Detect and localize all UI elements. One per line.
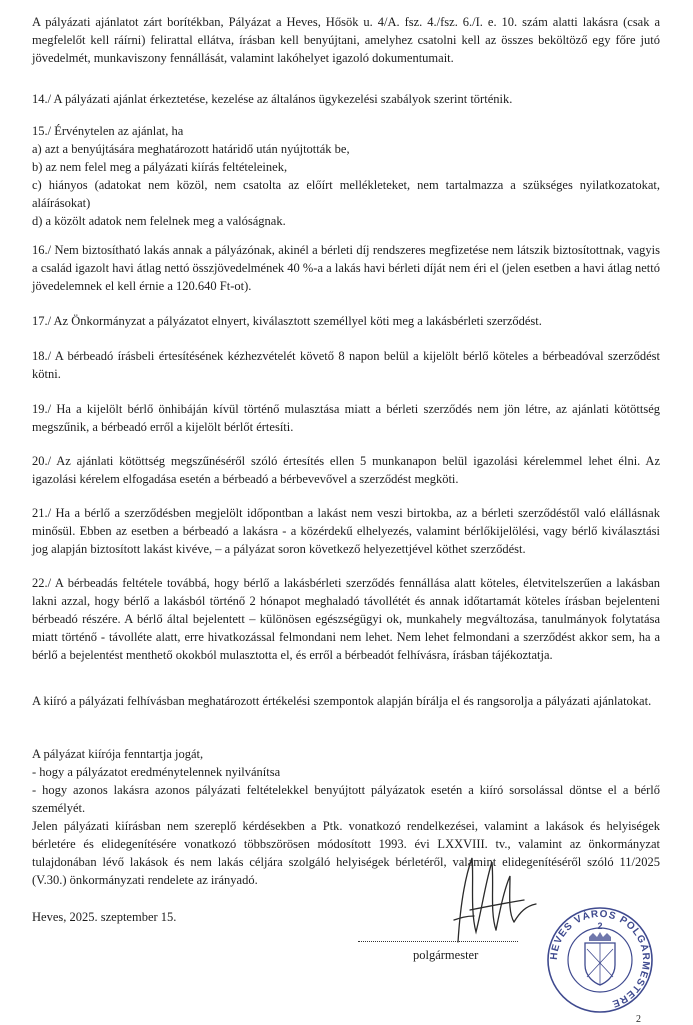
paragraph-15-item-c: c) hiányos (adatokat nem közöl, nem csatolta az előírt mellékleteket, nem tartalmazza a szükséges nyilatkozatokat, aláírásokat) (32, 178, 660, 210)
paragraph-18: 18./ A bérbeadó írásbeli értesítésének kézhezvételét követő 8 napon belül a kijelölt bérlő köteles a bérbeadóval szerződést kötni. (32, 349, 660, 381)
rights-item-2: - hogy azonos lakásra azonos pályázati feltételekkel benyújtott pályázatok esetén a kiíró sorsolással döntse el a bérlő személyét. (32, 783, 660, 815)
paragraph-19: 19./ Ha a kijelölt bérlő önhibáján kívül történő mulasztása miatt a bérleti szerződés nem jön létre, az ajánlati kötöttség megszűnik, a bérbeadó erről a kijelölt bérlőt értesíti. (32, 402, 660, 434)
document-date: Heves, 2025. szeptember 15. (32, 910, 177, 924)
paragraph-evaluation: A kiíró a pályázati felhívásban meghatározott értékelési szempontok alapján bírálja el és rangsorolja a pályázati ajánlatokat. (32, 694, 652, 708)
signatory-title: polgármester (413, 948, 479, 962)
stamp-number: 2 (597, 921, 603, 931)
paragraph-submission: A pályázati ajánlatot zárt borítékban, Pályázat a Heves, Hősök u. 4/A. fsz. 4./fsz. 6./I. e. 10. szám alatti lakásra (csak a megfelelőt kell ráírni) felirattal ellátva, írásban kell benyújtani, amelyhez csatolni kell az összes beköltöző egy főre jutó jövedelmét, munkaviszony fennállását, valamint lakóhelyet igazoló dokumentumait. (32, 15, 660, 65)
paragraph-17: 17./ Az Önkormányzat a pályázatot elnyert, kiválasztott személlyel köti meg a lakásbérleti szerződést. (32, 314, 542, 328)
paragraph-22: 22./ A bérbeadás feltétele továbbá, hogy bérlő a lakásbérleti szerződés fennállása alatt köteles, életvitelszerűen a lakásban lakni azzal, hogy bérlő a lakásból történő 2 hónapot meghaladó távollétét és annak időtartamát köteles írásban bejelenteni bérbeadó részére. A bérlő által bejelentett – különösen egészségügyi ok, munkahely megváltozása, tanulmányok folytatása miatt történő - távolléte alatt, erre hivatkozással felmondani nem lehet. Nem lehet felmondani a szerződést akkor sem, ha a bérlő a bejelentést menthető okokból mulasztotta el, és erről a bérbeadót felhívásra, írásban tájékoztatja. (32, 576, 660, 662)
stamp-text: HEVES VÁROS POLGÁRMESTERE (548, 908, 652, 1010)
paragraph-21: 21./ Ha a bérlő a szerződésben megjelölt időpontban a lakást nem veszi birtokba, az a bérleti szerződéstől való elállásnak minősül. Ebben az esetben a bérbeadó a lakásra - a közérdekű elhelyezés, valamint bérlőkijelölési, vagy bérlő kiválasztási jog alapján biztosított lakást kivéve, – a pályázat soron következő helyezettjével köthet szerződést. (32, 506, 660, 556)
paragraph-15-item-b: b) az nem felel meg a pályázati kiírás feltételeinek, (32, 160, 288, 174)
rights-closing: Jelen pályázati kiírásban nem szereplő kérdésekben a Ptk. vonatkozó rendelkezései, valamint a lakások és helyiségek bérletére és elidegenítésére vonatkozó többszörösen módosított 1993. évi LXXVIII. tv., valamint az önkormányzat tulajdonában lévő lakások és nem lakás céljára szolgáló helyiségek bérletéről, valamint elidegenítéséről szóló 11/2025 (V.30.) önkormányzati rendelete az irányadó. (32, 819, 660, 887)
paragraph-15-item-d: d) a közölt adatok nem felelnek meg a valóságnak. (32, 214, 286, 228)
rights-item-1: - hogy a pályázatot eredménytelennek nyilvánítsa (32, 765, 281, 779)
paragraph-14: 14./ A pályázati ajánlat érkeztetése, kezelése az általános ügykezelési szabályok szerint történik. (32, 92, 513, 106)
paragraph-15-heading: 15./ Érvénytelen az ajánlat, ha (32, 124, 184, 138)
paragraph-16: 16./ Nem biztosítható lakás annak a pályázónak, akinél a bérleti díj rendszeres megfizetése nem látszik biztosítottnak, vagyis a család igazolt havi átlag nettó összjövedelmének 40 %-a a lakás havi bérleti díját nem éri el (jelen esetben a havi átlag nettó jövedelemnek el kell érnie a 120.640 Ft-ot). (32, 243, 660, 293)
page-number: 2 (636, 1014, 641, 1025)
official-stamp (545, 905, 655, 1015)
paragraph-15 (32, 122, 660, 230)
handwritten-signature (440, 850, 550, 950)
paragraph-rights (32, 745, 660, 889)
signature-line (358, 941, 518, 942)
paragraph-15-item-a: a) azt a benyújtására meghatározott határidő után nyújtották be, (32, 142, 350, 156)
coat-of-arms-icon (585, 932, 615, 985)
rights-heading: A pályázat kiírója fenntartja jogát, (32, 747, 204, 761)
paragraph-20: 20./ Az ajánlati kötöttség megszűnéséről szóló értesítés ellen 5 munkanapon belül igazolási kérelemmel lehet élni. Az igazolási kérelem elfogadása esetén a bérbeadó a bérbevevővel a szerződést megköti. (32, 454, 660, 486)
